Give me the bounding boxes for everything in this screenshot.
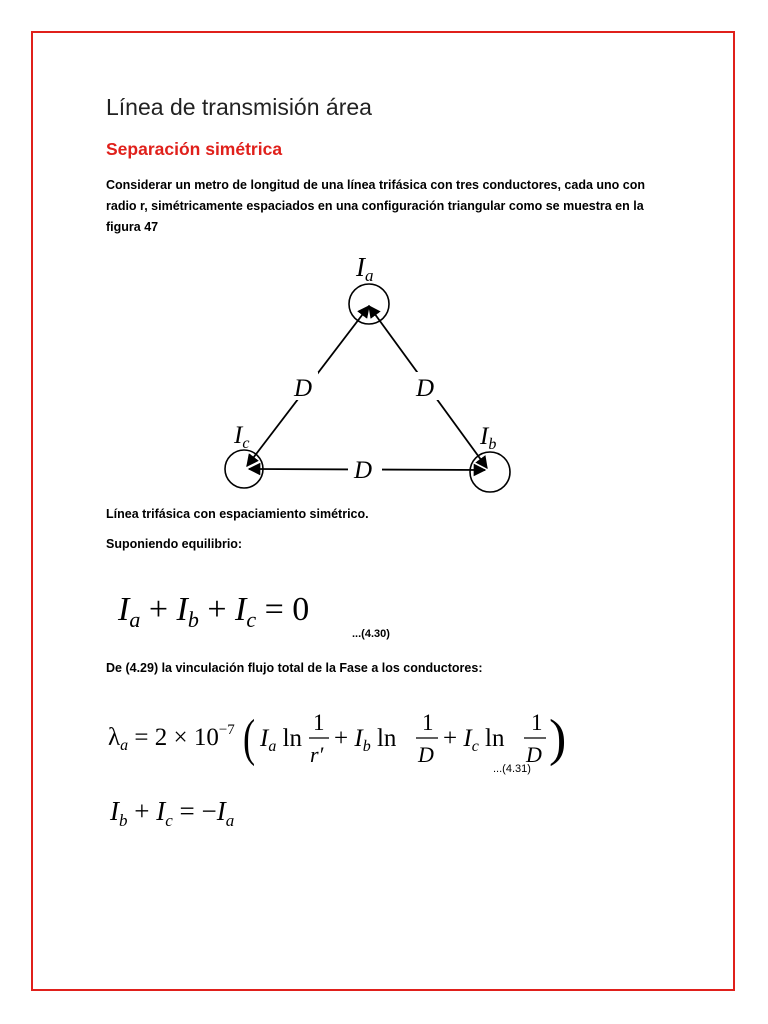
- svg-text:1: 1: [531, 710, 543, 735]
- svg-text:Ib + Ic = −Ia: $I_b + I_c = -I_a$: [110, 796, 235, 830]
- equation-label-4-30: ...(4.30): [352, 628, 390, 640]
- flux-linkage-text: De (4.29) la vinculación flujo total de la Fase a los conductores:: [106, 661, 483, 675]
- svg-text:1: 1: [313, 710, 325, 735]
- svg-text:D: D: [526, 742, 542, 767]
- svg-text:Ia ln: $I_a$ ln: [260, 725, 303, 755]
- svg-text:λa = 2 × 10−7: $\lambda_a = 2 \times 10^{-7}$: [108, 722, 235, 754]
- svg-text:+ Ic ln: + $I_c$ ln: [443, 725, 505, 755]
- svg-text:D: D: [418, 742, 434, 767]
- label-d-bottom: D: [354, 457, 373, 484]
- svg-text:1: 1: [422, 710, 434, 735]
- svg-text:(: (: [243, 708, 256, 767]
- page-title: Línea de transmisión área: [106, 94, 372, 120]
- label-d-right: D: [416, 375, 435, 402]
- label-ic: $I_c$: [234, 422, 250, 452]
- figure-caption: Línea trifásica con espaciamiento simétrico.: [106, 507, 369, 521]
- svg-text:+ Ib ln: + $I_b$ ln: [334, 725, 397, 755]
- svg-text:): ): [549, 710, 567, 767]
- assumption-text: Suponiendo equilibrio:: [106, 537, 243, 551]
- svg-text:r′: r′: [310, 742, 324, 767]
- section-heading: Separación simétrica: [106, 139, 283, 159]
- label-ib: $I_b$: [480, 423, 497, 453]
- intro-paragraph: Considerar un metro de longitud de una línea trifásica con tres conductores, cada uno con radio r, simétricamente espaciados en una configuración triangular como se muestra en la figura 47: [106, 178, 645, 234]
- label-d-left: D: [294, 375, 313, 402]
- equation-label-4-31: ...(4.31): [493, 763, 531, 775]
- svg-text:Ia + Ib + Ic = 0: $I_a + I_b + I_c = 0$: [118, 591, 310, 632]
- label-ia: Ia: [356, 252, 374, 285]
